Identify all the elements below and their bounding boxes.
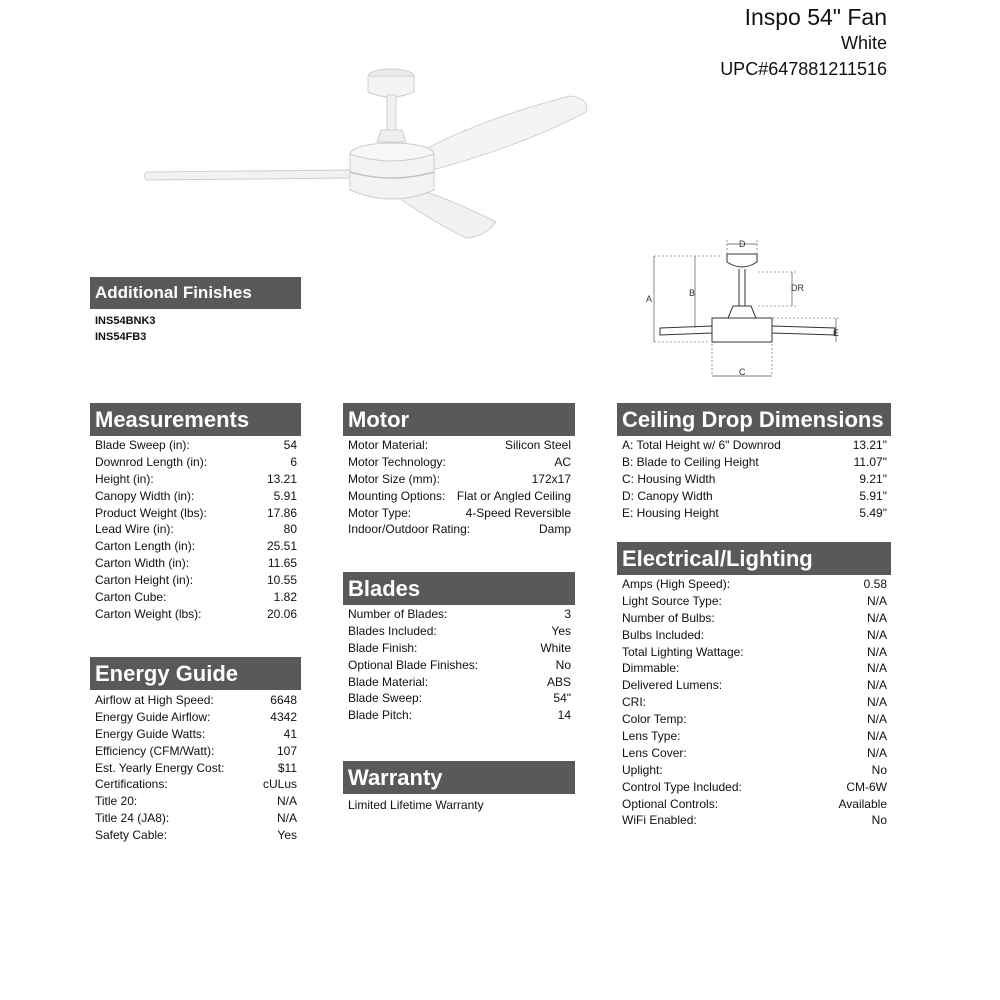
spec-label: Lead Wire (in): xyxy=(95,522,174,537)
spec-value: N/A xyxy=(276,811,297,826)
fan-product-image xyxy=(140,62,600,247)
spec-value: N/A xyxy=(276,794,297,809)
spec-row xyxy=(90,793,301,810)
spec-value: AC xyxy=(554,454,571,469)
spec-row xyxy=(343,437,575,454)
spec-label: A: Total Height w/ 6" Downrod xyxy=(622,438,781,452)
spec-row xyxy=(90,726,301,743)
spec-value: ABS xyxy=(546,674,571,689)
spec-label: Est. Yearly Energy Cost: xyxy=(95,760,225,775)
spec-label: Optional Blade Finishes: xyxy=(348,657,479,672)
spec-label: Number of Blades: xyxy=(348,607,448,621)
spec-label: Blade Finish: xyxy=(348,640,418,655)
spec-row xyxy=(617,593,891,610)
spec-row xyxy=(90,589,301,606)
spec-value: N/A xyxy=(866,644,887,659)
blades-list xyxy=(343,606,575,724)
spec-label: Certifications: xyxy=(95,777,168,792)
spec-label: Delivered Lumens: xyxy=(622,678,723,693)
measurements-header: Measurements xyxy=(90,403,301,436)
spec-value: No xyxy=(555,657,571,672)
spec-value: 3 xyxy=(564,607,571,621)
spec-value: 5.91 xyxy=(273,488,297,503)
spec-value: White xyxy=(540,640,571,655)
spec-row xyxy=(617,762,891,779)
spec-value: 11.65 xyxy=(267,556,297,571)
spec-value: 20.06 xyxy=(266,606,297,621)
spec-label: Mounting Options: xyxy=(348,488,446,503)
spec-value: 1.82 xyxy=(273,590,297,605)
spec-label: Uplight: xyxy=(622,762,663,777)
spec-row xyxy=(90,743,301,760)
spec-row xyxy=(617,745,891,762)
spec-row xyxy=(90,538,301,555)
spec-label: Optional Controls: xyxy=(622,796,719,811)
spec-label: Carton Height (in): xyxy=(95,573,194,588)
additional-finish-item: INS54BNK3 xyxy=(95,315,156,327)
spec-label: Canopy Width (in): xyxy=(95,488,195,503)
spec-label: Indoor/Outdoor Rating: xyxy=(348,522,471,537)
spec-label: Lens Cover: xyxy=(622,745,687,760)
spec-row xyxy=(90,776,301,793)
spec-label: Blade Pitch: xyxy=(348,708,413,723)
spec-value: 4342 xyxy=(270,709,297,724)
spec-label: E: Housing Height xyxy=(622,505,719,520)
spec-value: 54 xyxy=(283,438,297,452)
spec-row xyxy=(90,437,301,454)
spec-row xyxy=(343,471,575,488)
spec-value: 6 xyxy=(290,454,297,469)
dim-label-c: C xyxy=(739,367,746,377)
spec-row xyxy=(90,760,301,777)
spec-label: Carton Length (in): xyxy=(95,539,196,554)
spec-value: 107 xyxy=(276,743,297,758)
spec-row xyxy=(617,677,891,694)
spec-label: Height (in): xyxy=(95,471,154,486)
spec-label: Total Lighting Wattage: xyxy=(622,644,744,659)
spec-row xyxy=(90,521,301,538)
spec-value: cULus xyxy=(262,777,297,792)
spec-value: 25.51 xyxy=(266,539,297,554)
spec-row xyxy=(343,606,575,623)
spec-value: No xyxy=(871,813,887,828)
spec-label: Efficiency (CFM/Watt): xyxy=(95,743,215,758)
spec-label: Carton Cube: xyxy=(95,590,167,605)
spec-row xyxy=(90,505,301,522)
spec-value: N/A xyxy=(866,745,887,760)
spec-label: Motor Material: xyxy=(348,438,429,452)
spec-label: CRI: xyxy=(622,695,646,710)
spec-label: Downrod Length (in): xyxy=(95,454,208,469)
spec-row xyxy=(343,454,575,471)
product-upc: UPC#647881211516 xyxy=(720,59,887,79)
spec-row xyxy=(617,437,891,454)
spec-row xyxy=(90,810,301,827)
spec-row xyxy=(617,576,891,593)
spec-row xyxy=(343,707,575,724)
spec-label: Motor Type: xyxy=(348,505,412,520)
product-title: Inspo 54" Fan xyxy=(744,4,887,30)
spec-value: N/A xyxy=(866,695,887,710)
spec-label: B: Blade to Ceiling Height xyxy=(622,454,759,469)
spec-value: Yes xyxy=(277,828,297,843)
spec-value: 80 xyxy=(283,522,297,537)
spec-row xyxy=(617,812,891,829)
spec-label: Number of Bulbs: xyxy=(622,610,715,625)
spec-label: Carton Width (in): xyxy=(95,556,190,571)
dim-label-a: A xyxy=(646,294,653,304)
spec-row xyxy=(343,690,575,707)
spec-row xyxy=(617,644,891,661)
spec-row xyxy=(90,692,301,709)
spec-row xyxy=(90,488,301,505)
warranty-list xyxy=(343,797,575,814)
electrical-list xyxy=(617,576,891,829)
spec-value: Damp xyxy=(538,522,571,537)
spec-label: Blade Sweep: xyxy=(348,691,423,706)
spec-value: 13.21" xyxy=(852,438,887,452)
spec-row xyxy=(617,711,891,728)
spec-label: Color Temp: xyxy=(622,712,687,727)
spec-row xyxy=(617,694,891,711)
dim-label-dr: DR xyxy=(791,283,804,293)
spec-value: N/A xyxy=(866,661,887,676)
spec-label: Energy Guide Airflow: xyxy=(95,709,211,724)
spec-row xyxy=(90,555,301,572)
additional-finishes-header: Additional Finishes xyxy=(90,277,301,309)
spec-row xyxy=(343,674,575,691)
dim-label-b: B xyxy=(689,288,696,298)
spec-value: 54" xyxy=(553,691,571,706)
spec-label: Carton Weight (lbs): xyxy=(95,606,202,621)
spec-label: Bulbs Included: xyxy=(622,627,705,642)
spec-value: CM-6W xyxy=(846,779,887,794)
spec-row xyxy=(90,606,301,623)
motor-list xyxy=(343,437,575,538)
spec-row xyxy=(617,610,891,627)
electrical-header: Electrical/Lighting xyxy=(617,542,891,575)
spec-value: N/A xyxy=(866,712,887,727)
spec-value: No xyxy=(871,762,887,777)
spec-value: N/A xyxy=(866,610,887,625)
spec-value: 6648 xyxy=(270,693,297,707)
spec-label: Energy Guide Watts: xyxy=(95,726,206,741)
spec-value: 17.86 xyxy=(266,505,297,520)
spec-value: N/A xyxy=(866,593,887,608)
energy-guide-header: Energy Guide xyxy=(90,657,301,690)
spec-row xyxy=(90,827,301,844)
spec-value: 41 xyxy=(283,726,297,741)
spec-row xyxy=(617,488,891,505)
spec-row xyxy=(617,779,891,796)
spec-row xyxy=(90,572,301,589)
energy-guide-list xyxy=(90,692,301,844)
spec-label: Airflow at High Speed: xyxy=(95,693,214,707)
spec-label: Blade Material: xyxy=(348,674,429,689)
dim-label-e: E xyxy=(833,328,840,338)
spec-row xyxy=(343,488,575,505)
spec-row xyxy=(343,657,575,674)
spec-label: Lens Type: xyxy=(622,729,681,744)
ceiling-drop-diagram xyxy=(640,236,850,381)
spec-row xyxy=(617,454,891,471)
spec-value: 10.55 xyxy=(266,573,297,588)
spec-label: Light Source Type: xyxy=(622,593,722,608)
spec-value: Silicon Steel xyxy=(504,438,571,452)
spec-value: N/A xyxy=(866,729,887,744)
warranty-text: Limited Lifetime Warranty xyxy=(348,798,484,812)
spec-row xyxy=(343,521,575,538)
spec-label: Blades Included: xyxy=(348,623,437,638)
dim-label-d: D xyxy=(739,239,746,249)
spec-value: $11 xyxy=(277,760,297,775)
spec-value: 4-Speed Reversible xyxy=(465,505,571,520)
spec-value: N/A xyxy=(866,627,887,642)
spec-label: Motor Technology: xyxy=(348,454,446,469)
spec-row xyxy=(343,640,575,657)
spec-label: Amps (High Speed): xyxy=(622,577,731,591)
product-finish: White xyxy=(840,33,887,53)
spec-label: D: Canopy Width xyxy=(622,488,713,503)
spec-value: Available xyxy=(838,796,887,811)
spec-row xyxy=(617,660,891,677)
spec-value: 11.07" xyxy=(853,454,887,469)
measurements-list xyxy=(90,437,301,623)
spec-row xyxy=(617,505,891,522)
spec-row xyxy=(617,627,891,644)
spec-row xyxy=(90,471,301,488)
motor-header: Motor xyxy=(343,403,575,436)
spec-label: Dimmable: xyxy=(622,661,680,676)
spec-value: 13.21 xyxy=(266,471,297,486)
spec-row xyxy=(343,623,575,640)
spec-label: Title 24 (JA8): xyxy=(95,811,170,826)
spec-row xyxy=(617,728,891,745)
spec-label: Safety Cable: xyxy=(95,828,168,843)
spec-label: Title 20: xyxy=(95,794,138,809)
spec-value: 5.49" xyxy=(859,505,887,520)
spec-label: Motor Size (mm): xyxy=(348,471,441,486)
spec-row xyxy=(343,505,575,522)
spec-value: Yes xyxy=(551,623,571,638)
spec-row xyxy=(343,797,575,814)
spec-value: 172x17 xyxy=(531,471,571,486)
spec-label: Control Type Included: xyxy=(622,779,742,794)
spec-label: C: Housing Width xyxy=(622,471,716,486)
spec-value: Flat or Angled Ceiling xyxy=(456,488,571,503)
additional-finish-item: INS54FB3 xyxy=(95,331,147,343)
ceiling-drop-header: Ceiling Drop Dimensions xyxy=(617,403,891,436)
warranty-header: Warranty xyxy=(343,761,575,794)
spec-row xyxy=(617,796,891,813)
spec-value: 0.58 xyxy=(863,577,887,591)
spec-row xyxy=(617,471,891,488)
spec-row xyxy=(90,709,301,726)
ceiling-drop-list xyxy=(617,437,891,521)
spec-label: WiFi Enabled: xyxy=(622,813,697,828)
spec-value: 5.91" xyxy=(859,488,887,503)
spec-value: 14 xyxy=(557,708,571,723)
spec-value: N/A xyxy=(866,678,887,693)
spec-row xyxy=(90,454,301,471)
spec-label: Product Weight (lbs): xyxy=(95,505,207,520)
spec-label: Blade Sweep (in): xyxy=(95,438,190,452)
spec-value: 9.21" xyxy=(859,471,887,486)
blades-header: Blades xyxy=(343,572,575,605)
